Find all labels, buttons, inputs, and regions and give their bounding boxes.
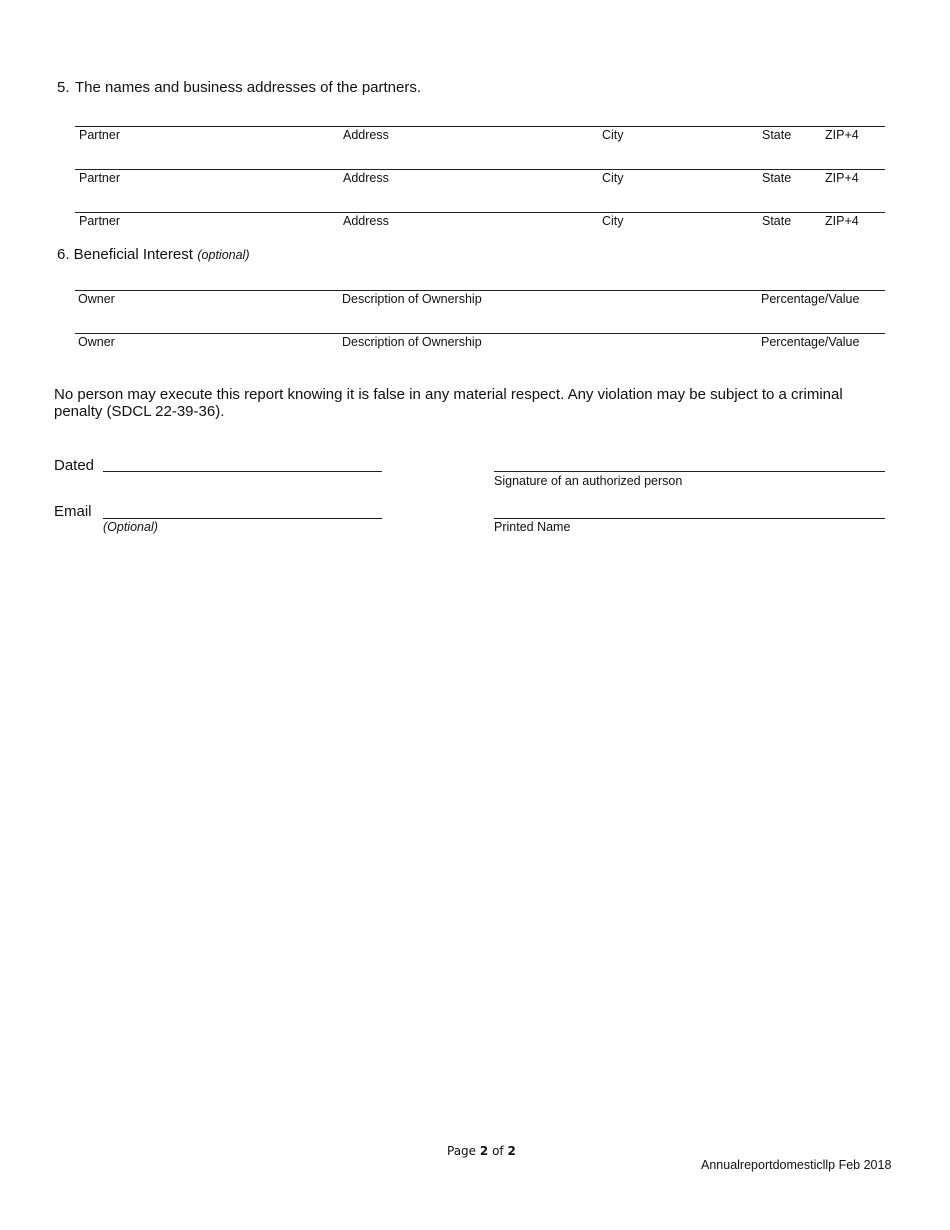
partner-2-line[interactable] xyxy=(75,169,885,170)
partner-3-partner-label: Partner xyxy=(79,214,120,228)
section-5-number: 5. xyxy=(57,79,70,96)
partner-1-address-label: Address xyxy=(343,128,389,142)
dated-label: Dated xyxy=(54,457,95,474)
printed-name-field[interactable] xyxy=(494,518,885,519)
page-of: of xyxy=(492,1144,504,1158)
page-current: 2 xyxy=(479,1144,489,1158)
owner-1-owner-label: Owner xyxy=(78,292,115,306)
partner-3-city-label: City xyxy=(602,214,624,228)
owner-1-line[interactable] xyxy=(75,290,885,291)
owner-2-line[interactable] xyxy=(75,333,885,334)
partner-2-state-label: State xyxy=(762,171,792,185)
page-prefix: Page xyxy=(447,1144,477,1158)
owner-2-owner-label: Owner xyxy=(78,335,115,349)
partner-3-state-label: State xyxy=(762,214,792,228)
dated-field[interactable] xyxy=(103,471,382,472)
partner-1-line[interactable] xyxy=(75,126,885,127)
partner-3-zip-label: ZIP+4 xyxy=(825,214,859,228)
signature-field[interactable] xyxy=(494,471,885,472)
owner-2-description-label: Description of Ownership xyxy=(342,335,482,349)
section-5-heading: The names and business addresses of the partners. xyxy=(75,79,422,96)
partner-1-zip-label: ZIP+4 xyxy=(825,128,859,142)
partner-1-state-label: State xyxy=(762,128,792,142)
partner-2-partner-label: Partner xyxy=(79,171,120,185)
partner-3-line[interactable] xyxy=(75,212,885,213)
email-optional-note: (Optional) xyxy=(103,520,158,534)
section-6-title xyxy=(57,246,250,264)
partner-3-address-label: Address xyxy=(343,214,389,228)
section-6-optional-note: (optional) xyxy=(197,248,250,262)
owner-2-percentage-label: Percentage/Value xyxy=(761,335,860,349)
owner-1-description-label: Description of Ownership xyxy=(342,292,482,306)
partner-1-city-label: City xyxy=(602,128,624,142)
form-identifier: Annualreportdomesticllp Feb 2018 xyxy=(701,1158,892,1172)
partner-2-city-label: City xyxy=(602,171,624,185)
page-total: 2 xyxy=(507,1144,516,1158)
page-number xyxy=(447,1144,516,1158)
partner-2-zip-label: ZIP+4 xyxy=(825,171,859,185)
signature-label: Signature of an authorized person xyxy=(494,474,683,488)
printed-name-label: Printed Name xyxy=(494,520,571,534)
section-6-heading: 6. Beneficial Interest xyxy=(57,246,193,263)
partner-2-address-label: Address xyxy=(343,171,389,185)
email-label: Email xyxy=(54,503,92,520)
partner-1-partner-label: Partner xyxy=(79,128,120,142)
email-field[interactable] xyxy=(103,518,382,519)
disclaimer-text: No person may execute this report knowing it is false in any material respect. Any violation may be subject to a criminal penalty (SDCL 22-39-36). xyxy=(54,386,843,420)
owner-1-percentage-label: Percentage/Value xyxy=(761,292,860,306)
